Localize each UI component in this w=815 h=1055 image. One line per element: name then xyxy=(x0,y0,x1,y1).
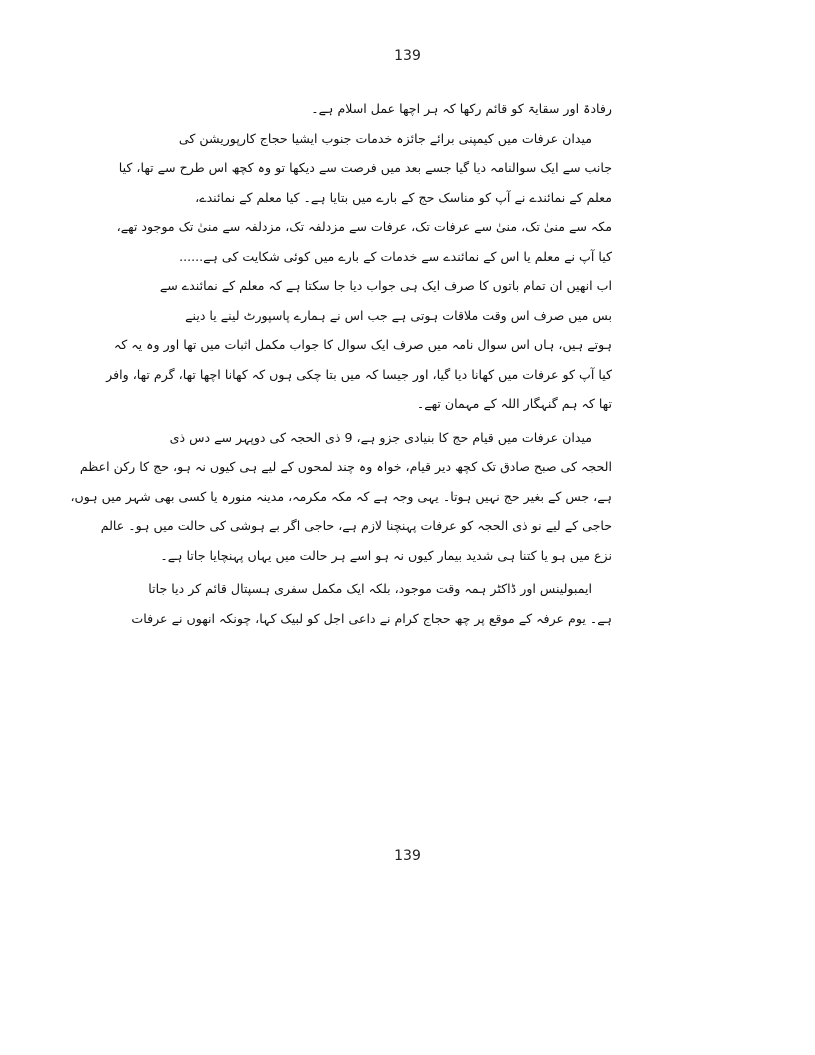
text-line: اب انھیں ان تمام باتوں کا صرف ایک ہی جواب دیا جا سکتا ہے کہ معلم کے نمائندے سے xyxy=(159,278,612,293)
text-line: تھا کہ ہم گنہگار اللہ کے مہمان تھے۔ xyxy=(416,396,612,411)
paragraph-start-line: ایمبولینس اور ڈاکٹر ہمہ وقت موجود، بلکہ ایک مکمل سفری ہسپتال قائم کر دیا جاتا xyxy=(148,581,592,596)
body-text xyxy=(70,94,612,633)
text-line: الحجہ کی صبح صادق تک کچھ دیر قیام، خواہ وہ چند لمحوں کے لیے ہی کیوں نہ ہو، حج کا رکن اعظم xyxy=(79,459,612,474)
page-number-top: 139 xyxy=(394,48,421,64)
text-line: ہوتے ہیں، ہاں اس سوال نامہ میں صرف ایک سوال کا جواب مکمل اثبات میں تھا اور وہ یہ کہ xyxy=(113,337,612,352)
text-line: بس میں صرف اس وقت ملاقات ہوتی ہے جب اس نے ہمارے پاسپورٹ لینے یا دینے xyxy=(185,307,612,323)
page-number-bottom: 139 xyxy=(394,848,421,864)
text-line: ہے۔ یوم عرفہ کے موقع پر چھ حجاج کرام نے داعی اجل کو لبیک کہا، چونکہ انھوں نے عرفات xyxy=(131,610,612,626)
text-line: کیا آپ کو عرفات میں کھانا دیا گیا، اور جیسا کہ میں بتا چکی ہوں کہ کھانا اچھا تھا، گرم تھا، وافر xyxy=(106,366,612,382)
text-line: مکہ سے منیٰ تک، منیٰ سے عرفات تک، عرفات سے مزدلفہ تک، مزدلفہ سے منیٰ تک موجود تھے، xyxy=(116,219,612,234)
text-line: معلم کے نمائندے نے آپ کو مناسک حج کے بارے میں بتایا ہے۔ کیا معلم کے نمائندے، xyxy=(195,189,612,205)
text-line: رفادۃ اور سقایۃ کو قائم رکھا کہ ہر اچھا عمل اسلام ہے۔ xyxy=(311,101,612,116)
text-line: ہے، جس کے بغیر حج نہیں ہوتا۔ یہی وجہ ہے کہ مکہ مکرمہ، مدینہ منورہ یا کسی بھی شہر میں ہوں، xyxy=(70,488,612,504)
text-line: کیا آپ نے معلم یا اس کے نمائندے سے خدمات کے بارے میں کوئی شکایت کی ہے...... xyxy=(179,248,612,264)
paragraph-start-line: میدان عرفات میں کیمپنی برائے جائزہ خدمات جنوب ایشیا حجاج کارپوریشن کی xyxy=(178,130,592,146)
paragraph-start-line: میدان عرفات میں قیام حج کا بنیادی جزو ہے، 9 ذی الحجہ کی دوپہر سے دس ذی xyxy=(169,429,592,445)
text-line: نزع میں ہو یا کتنا ہی شدید بیمار کیوں نہ ہو اسے ہر حالت میں یہاں پہنچایا جاتا ہے۔ xyxy=(160,547,612,563)
text-line: حاجی کے لیے نو ذی الحجہ کو عرفات پہنچنا لازم ہے، حاجی اگر بے ہوشی کی حالت میں ہو۔ عالم xyxy=(100,518,612,533)
text-line: جانب سے ایک سوالنامہ دیا گیا جسے بعد میں فرصت سے دیکھا تو وہ کچھ اس طرح سے تھا، کیا xyxy=(118,160,612,175)
